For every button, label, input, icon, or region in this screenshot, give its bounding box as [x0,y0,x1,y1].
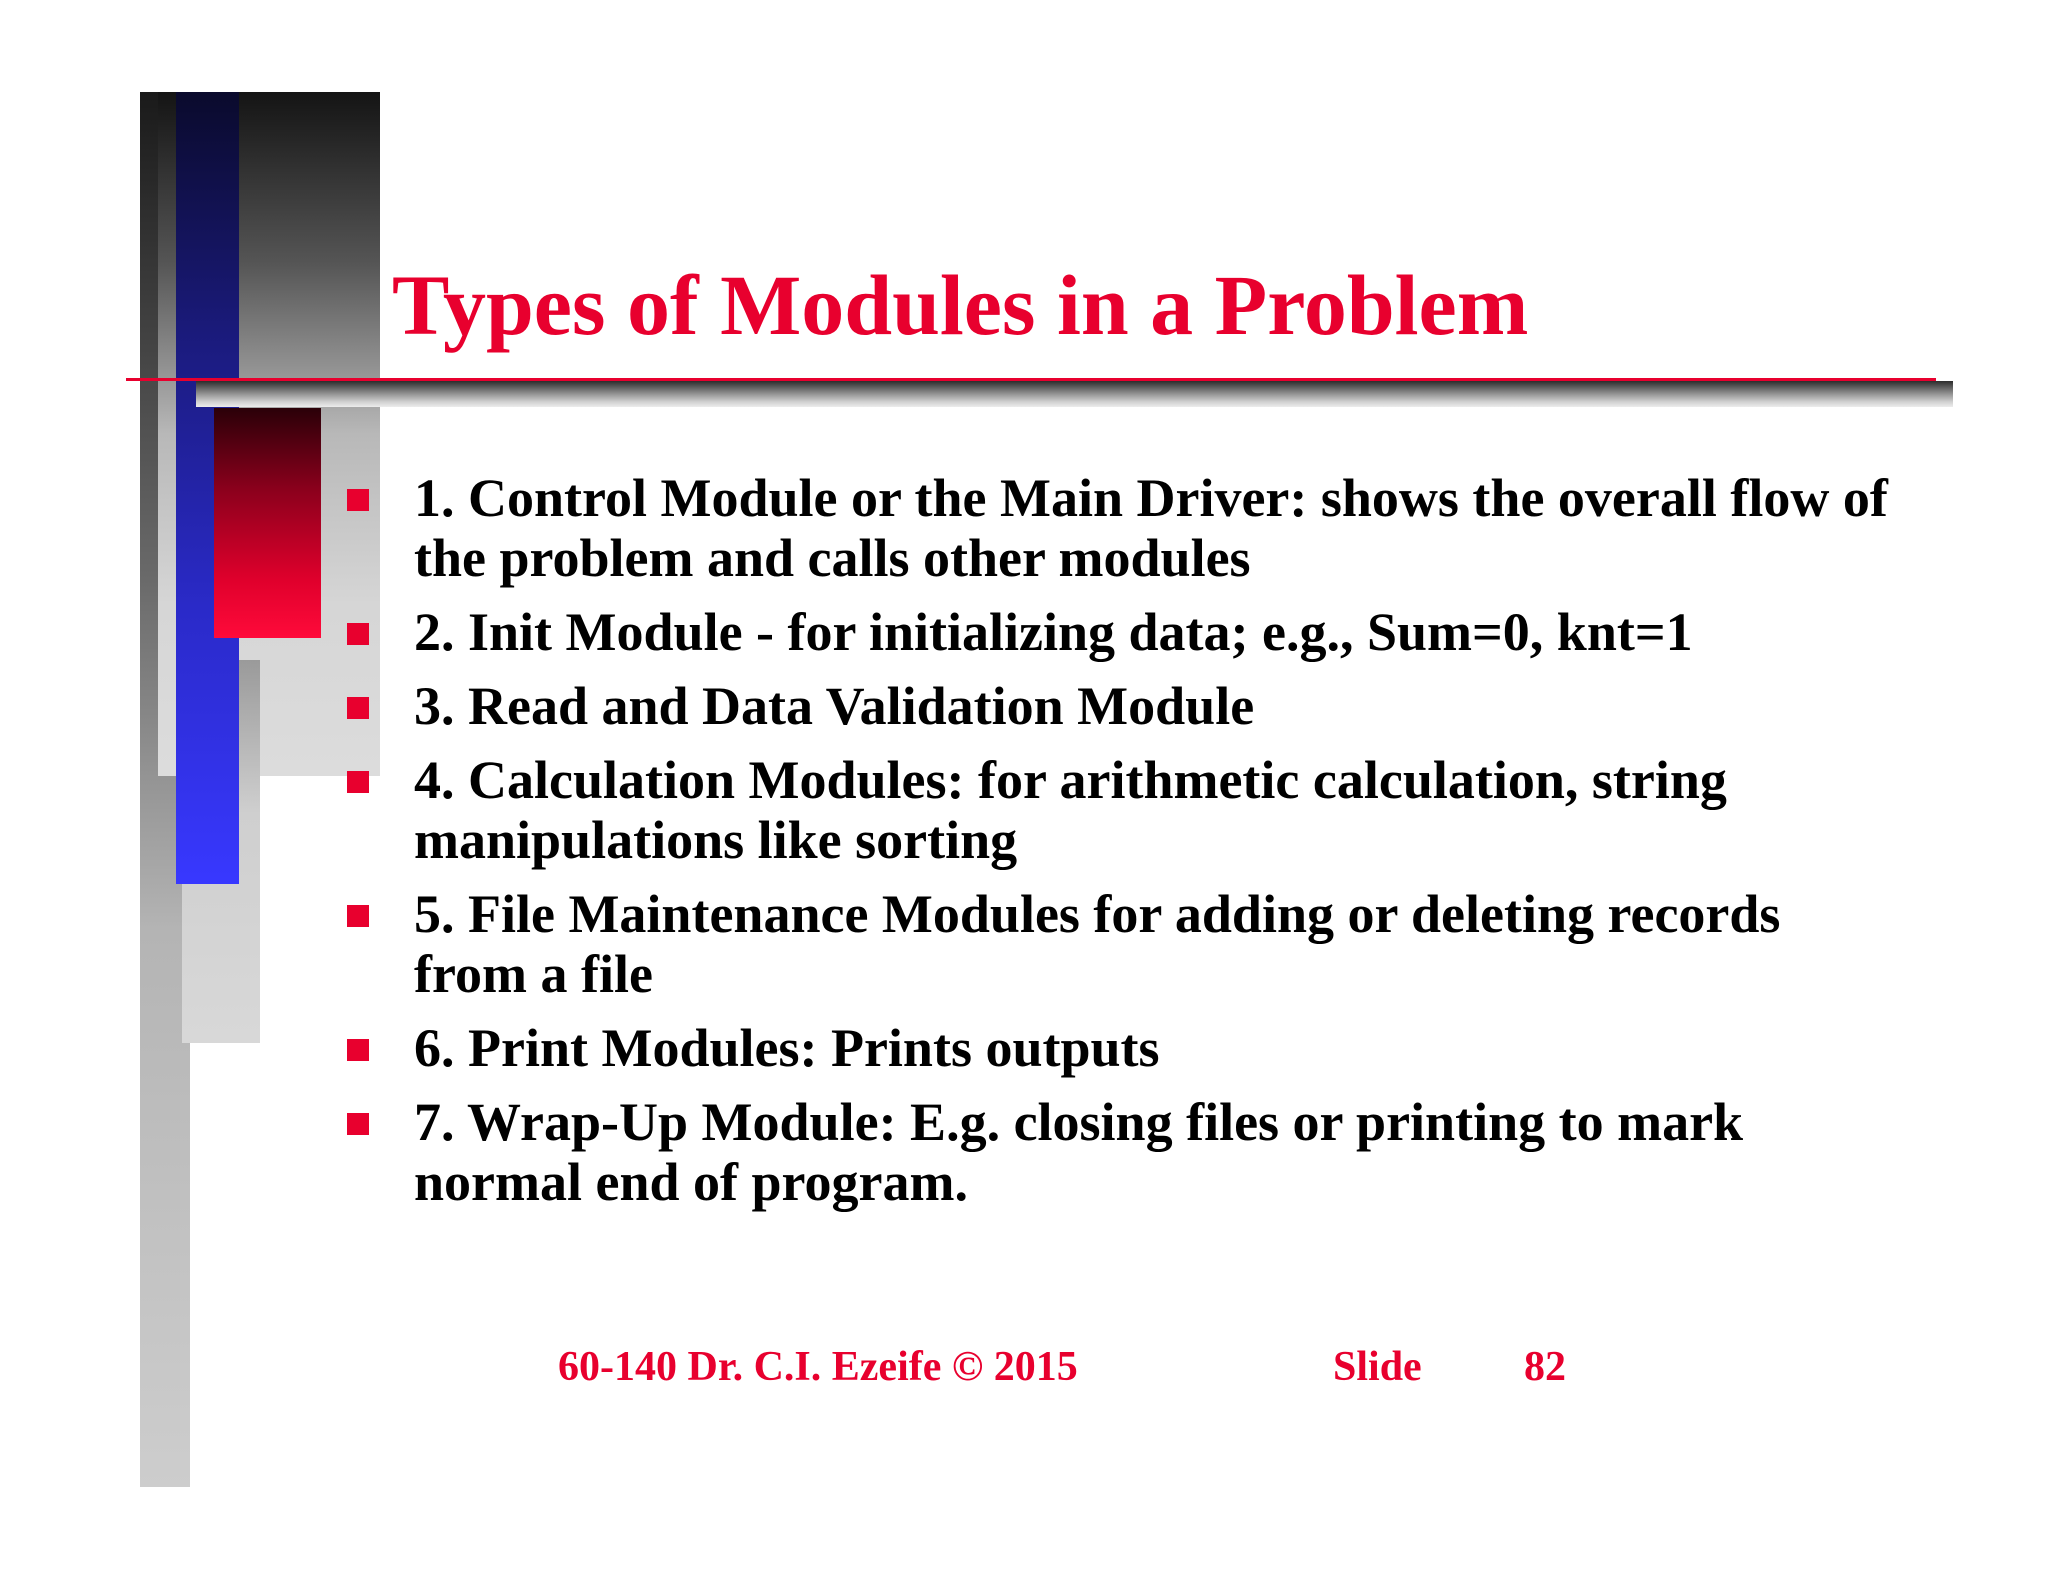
bullet-list [344,468,1904,1212]
footer-slide-number: 82 [1524,1344,1566,1390]
square-bullet-icon [347,489,369,511]
decor-red-block [214,408,321,638]
bullet-text: 3. Read and Data Validation Module [414,676,1255,736]
bullet-text: 7. Wrap-Up Module: E.g. closing files or printing to mark normal end of program. [414,1092,1744,1212]
bullet-text: 2. Init Module - for initializing data; e.g., Sum=0, knt=1 [414,602,1693,662]
footer-slide-label: Slide [1333,1344,1422,1390]
bullet-text: 4. Calculation Modules: for arithmetic calculation, string manipulations like sorting [414,750,1727,870]
bullet-item [344,468,1904,588]
footer-course-credit: 60-140 Dr. C.I. Ezeife © 2015 [558,1344,1078,1390]
square-bullet-icon [347,697,369,719]
bullet-text: 6. Print Modules: Prints outputs [414,1018,1160,1078]
title-rule-shadow [196,381,1953,407]
bullet-item [344,602,1904,662]
slide-title: Types of Modules in a Problem [392,257,1529,353]
square-bullet-icon [347,905,369,927]
bullet-item [344,1092,1904,1212]
square-bullet-icon [347,1113,369,1135]
bullet-item [344,750,1904,870]
square-bullet-icon [347,623,369,645]
square-bullet-icon [347,1039,369,1061]
bullet-item [344,676,1904,736]
square-bullet-icon [347,771,369,793]
bullet-text: 5. File Maintenance Modules for adding or deleting records from a file [414,884,1781,1004]
bullet-text: 1. Control Module or the Main Driver: shows the overall flow of the problem and calls other modules [414,468,1888,588]
bullet-item [344,1018,1904,1078]
bullet-item [344,884,1904,1004]
